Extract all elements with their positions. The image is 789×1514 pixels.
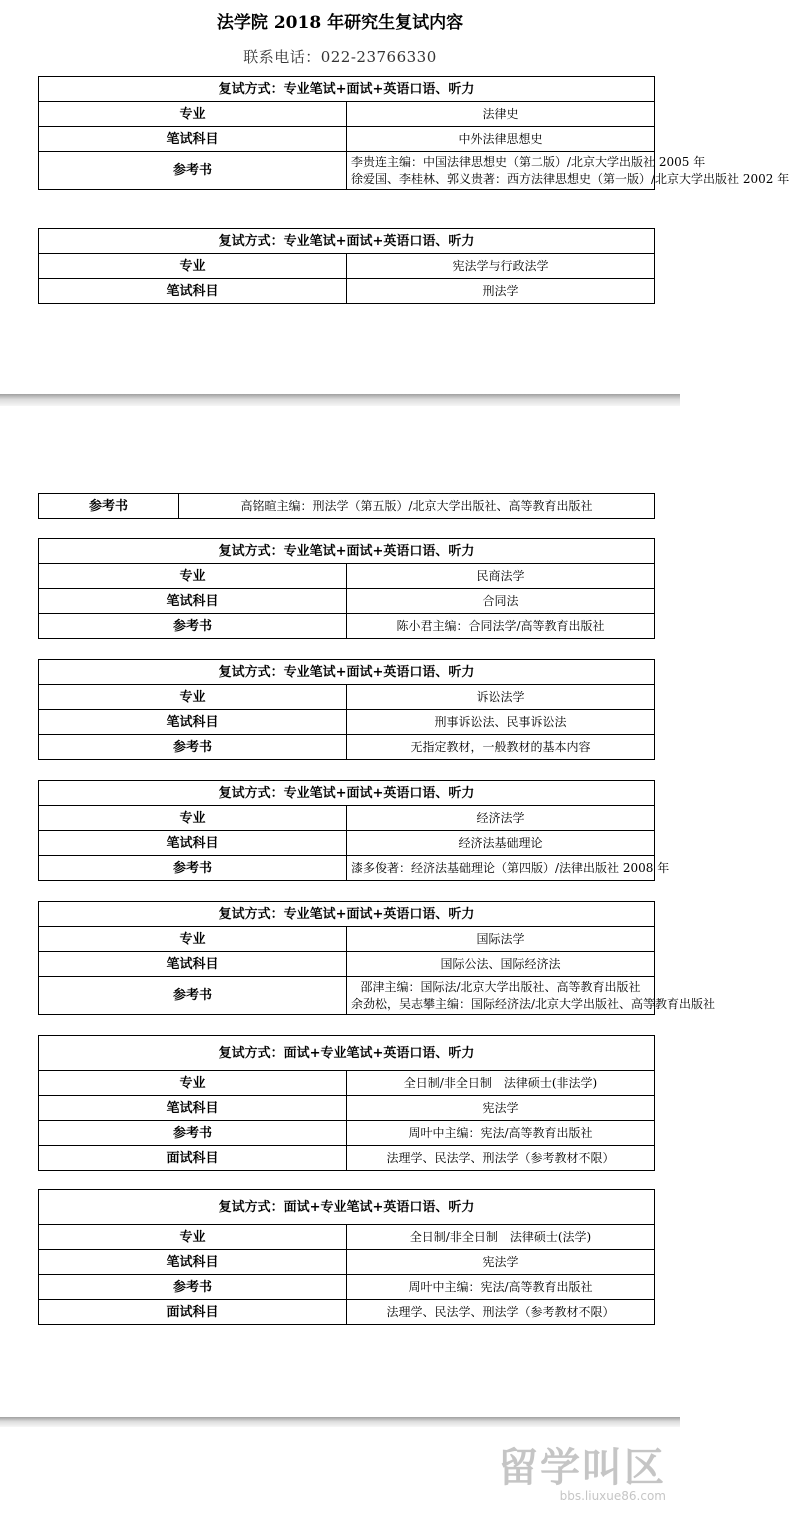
table-jm-law xyxy=(38,1189,655,1325)
table-row xyxy=(39,735,655,760)
label-major: 专业 xyxy=(39,685,347,710)
value-interview: 法理学、民法学、刑法学（参考教材不限） xyxy=(347,1300,655,1325)
value-major: 宪法学与行政法学 xyxy=(347,254,655,279)
table-row xyxy=(39,781,655,806)
value-major: 全日制/非全日制 法律硕士(非法学) xyxy=(347,1071,655,1096)
label-written: 笔试科目 xyxy=(39,952,347,977)
page-break xyxy=(0,394,680,406)
table-row xyxy=(39,1300,655,1325)
table-row xyxy=(39,494,655,519)
table-row xyxy=(39,1190,655,1225)
exam-mode-header: 复试方式：专业笔试+面试+英语口语、听力 xyxy=(39,660,655,685)
label-books: 参考书 xyxy=(39,152,347,190)
table-row xyxy=(39,831,655,856)
table-row xyxy=(39,1121,655,1146)
table-row xyxy=(39,77,655,102)
book-line: 邵津主编：国际法/北京大学出版社、高等教育出版社 xyxy=(360,979,641,994)
value-books: 高铭暄主编：刑法学（第五版）/北京大学出版社、高等教育出版社 xyxy=(179,494,655,519)
table-row xyxy=(39,127,655,152)
table-row xyxy=(39,1146,655,1171)
table-row xyxy=(39,685,655,710)
label-major: 专业 xyxy=(39,806,347,831)
exam-mode-header: 复试方式：专业笔试+面试+英语口语、听力 xyxy=(39,229,655,254)
table-international-law xyxy=(38,901,716,1015)
table-row xyxy=(39,1250,655,1275)
site-watermark xyxy=(498,1436,666,1503)
value-major: 诉讼法学 xyxy=(347,685,655,710)
label-interview: 面试科目 xyxy=(39,1300,347,1325)
table-legal-history xyxy=(38,76,789,190)
label-written: 笔试科目 xyxy=(39,1096,347,1121)
book-line: 李贵连主编：中国法律思想史（第二版）/北京大学出版社 2005 年 xyxy=(351,154,706,169)
table-row xyxy=(39,254,655,279)
label-books: 参考书 xyxy=(39,1275,347,1300)
value-major: 国际法学 xyxy=(347,927,655,952)
table-row xyxy=(39,152,655,190)
table-row xyxy=(39,102,655,127)
table-row xyxy=(39,1225,655,1250)
label-written: 笔试科目 xyxy=(39,710,347,735)
page-break xyxy=(0,1417,680,1427)
value-books xyxy=(347,977,716,1015)
value-books: 陈小君主编：合同法学/高等教育出版社 xyxy=(347,614,655,639)
label-major: 专业 xyxy=(39,1071,347,1096)
table-row xyxy=(39,229,655,254)
label-written: 笔试科目 xyxy=(39,279,347,304)
value-major: 全日制/非全日制 法律硕士(法学) xyxy=(347,1225,655,1250)
table-row xyxy=(39,589,655,614)
exam-mode-header: 复试方式：面试+专业笔试+英语口语、听力 xyxy=(39,1190,655,1225)
value-written: 刑法学 xyxy=(347,279,655,304)
table-row xyxy=(39,1036,655,1071)
table-row xyxy=(39,977,655,1015)
table-row xyxy=(39,902,655,927)
table-row xyxy=(39,952,655,977)
table-row xyxy=(39,927,655,952)
label-major: 专业 xyxy=(39,927,347,952)
exam-mode-header: 复试方式：专业笔试+面试+英语口语、听力 xyxy=(39,539,655,564)
watermark-logo-text: 留学叫区 xyxy=(498,1445,666,1491)
label-interview: 面试科目 xyxy=(39,1146,347,1171)
table-constitutional-law-cont xyxy=(38,493,655,519)
value-interview: 法理学、民法学、刑法学（参考教材不限） xyxy=(347,1146,655,1171)
value-written: 刑事诉讼法、民事诉讼法 xyxy=(347,710,655,735)
value-books: 漆多俊著：经济法基础理论（第四版）/法律出版社 2008 年 xyxy=(347,856,655,881)
exam-mode-header: 复试方式：面试+专业笔试+英语口语、听力 xyxy=(39,1036,655,1071)
label-books: 参考书 xyxy=(39,614,347,639)
value-books xyxy=(347,152,789,190)
label-major: 专业 xyxy=(39,254,347,279)
label-books: 参考书 xyxy=(39,856,347,881)
value-written: 国际公法、国际经济法 xyxy=(347,952,655,977)
table-row xyxy=(39,614,655,639)
exam-mode-header: 复试方式：专业笔试+面试+英语口语、听力 xyxy=(39,902,655,927)
table-procedural-law xyxy=(38,659,655,760)
label-major: 专业 xyxy=(39,1225,347,1250)
label-written: 笔试科目 xyxy=(39,127,347,152)
exam-mode-header: 复试方式：专业笔试+面试+英语口语、听力 xyxy=(39,781,655,806)
value-books: 无指定教材，一般教材的基本内容 xyxy=(347,735,655,760)
table-civil-commercial-law xyxy=(38,538,655,639)
watermark-url: bbs.liuxue86.com xyxy=(559,1489,666,1503)
table-economic-law xyxy=(38,780,670,881)
page-title: 法学院 2018 年研究生复试内容 xyxy=(216,13,464,33)
table-row xyxy=(39,710,655,735)
value-written: 经济法基础理论 xyxy=(347,831,655,856)
table-row xyxy=(39,806,655,831)
value-major: 法律史 xyxy=(347,102,655,127)
value-written: 宪法学 xyxy=(347,1250,655,1275)
exam-mode-header: 复试方式：专业笔试+面试+英语口语、听力 xyxy=(39,77,655,102)
label-written: 笔试科目 xyxy=(39,589,347,614)
book-line: 余劲松，吴志攀主编：国际经济法/北京大学出版社、高等教育出版社 xyxy=(351,996,716,1011)
table-row xyxy=(39,564,655,589)
value-books: 周叶中主编：宪法/高等教育出版社 xyxy=(347,1121,655,1146)
contact-phone: 联系电话：022-23766330 xyxy=(243,48,437,66)
label-books: 参考书 xyxy=(39,494,179,519)
book-line: 徐爱国、李桂林、郭义贵著：西方法律思想史（第一版）/北京大学出版社 2002 年 xyxy=(351,171,789,186)
value-books: 周叶中主编：宪法/高等教育出版社 xyxy=(347,1275,655,1300)
label-written: 笔试科目 xyxy=(39,831,347,856)
label-books: 参考书 xyxy=(39,977,347,1015)
value-written: 合同法 xyxy=(347,589,655,614)
table-row xyxy=(39,856,655,881)
table-jm-non-law xyxy=(38,1035,655,1171)
value-written: 宪法学 xyxy=(347,1096,655,1121)
value-written: 中外法律思想史 xyxy=(347,127,655,152)
table-row xyxy=(39,279,655,304)
label-written: 笔试科目 xyxy=(39,1250,347,1275)
table-constitutional-law xyxy=(38,228,655,304)
value-major: 经济法学 xyxy=(347,806,655,831)
table-row xyxy=(39,1275,655,1300)
table-row xyxy=(39,1096,655,1121)
value-major: 民商法学 xyxy=(347,564,655,589)
table-row xyxy=(39,1071,655,1096)
label-books: 参考书 xyxy=(39,1121,347,1146)
label-major: 专业 xyxy=(39,102,347,127)
table-row xyxy=(39,539,655,564)
label-major: 专业 xyxy=(39,564,347,589)
table-row xyxy=(39,660,655,685)
label-books: 参考书 xyxy=(39,735,347,760)
